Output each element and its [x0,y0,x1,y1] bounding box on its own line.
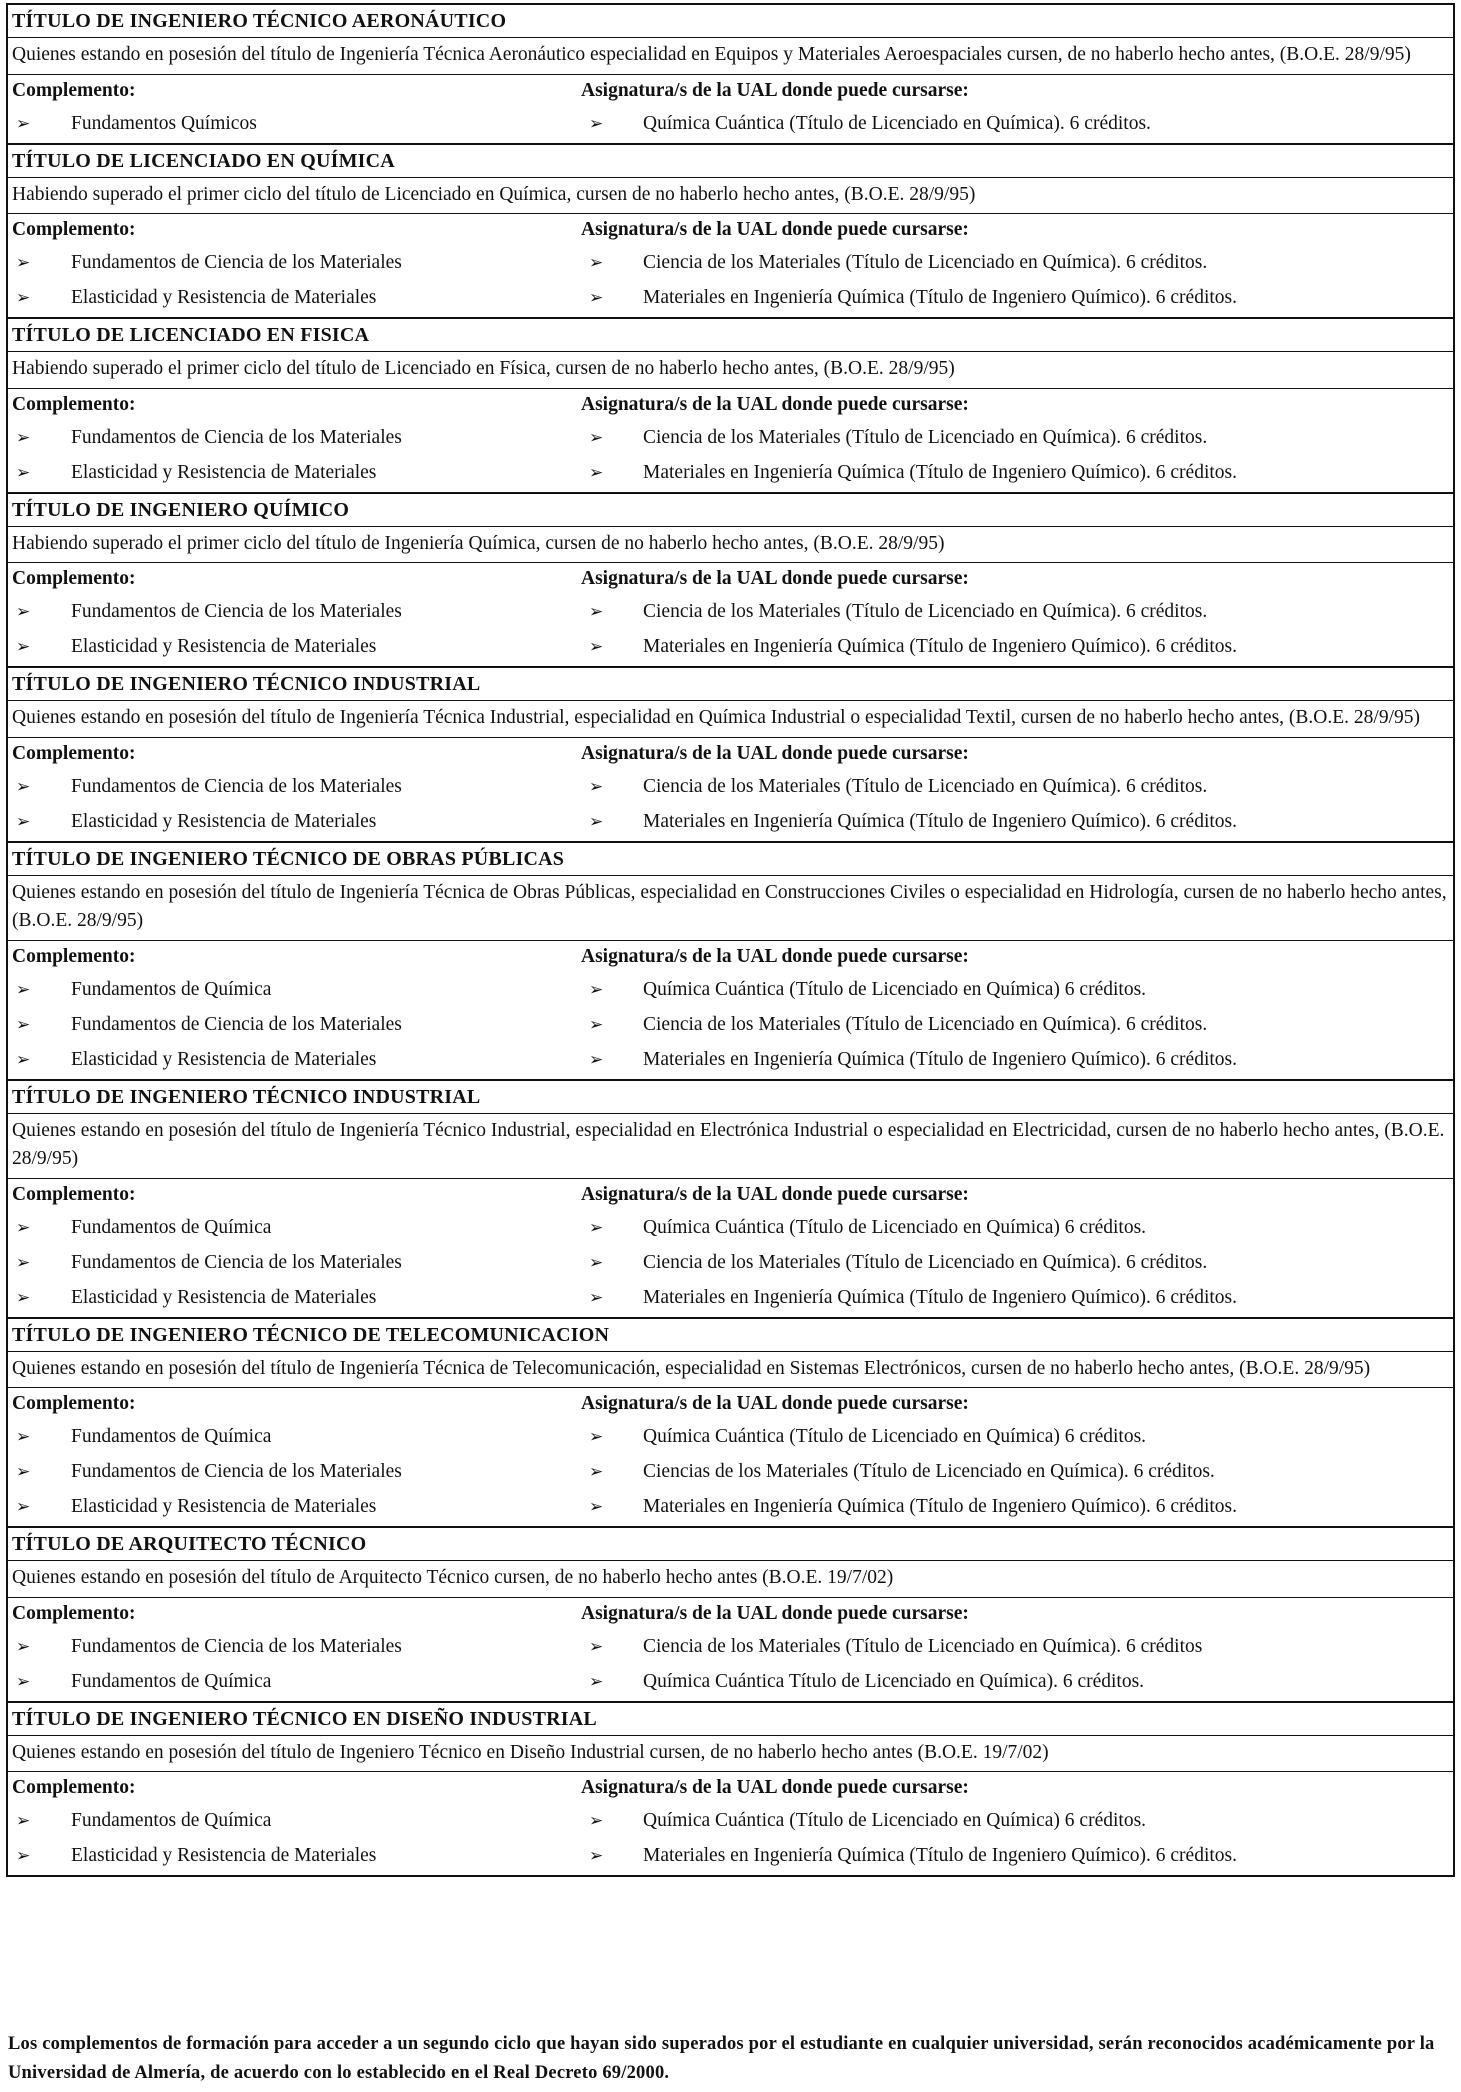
complement-name: Elasticidad y Resistencia de Materiales [71,287,377,308]
arrow-bullet-icon: ➢ [589,1846,604,1865]
degree-title: TÍTULO DE INGENIERO TÉCNICO EN DISEÑO INDUSTRIAL [8,1703,1453,1736]
degree-block [6,317,1455,492]
arrow-bullet-icon: ➢ [16,776,31,796]
arrow-bullet-icon: ➢ [589,113,604,133]
complement-row [8,1838,1453,1873]
arrow-bullet-icon: ➢ [16,253,31,272]
degree-block [6,143,1455,318]
complement-name: Fundamentos de Química [71,1810,272,1831]
arrow-bullet-icon: ➢ [16,1014,31,1034]
arrow-bullet-icon: ➢ [16,637,31,656]
asignatura-name: Ciencia de los Materiales (Título de Licenciado en Química). 6 créditos [643,1635,1203,1657]
degree-title: TÍTULO DE INGENIERO TÉCNICO INDUSTRIAL [8,668,1453,701]
arrow-bullet-icon: ➢ [589,1636,604,1656]
arrow-bullet-icon: ➢ [16,1217,31,1237]
degree-title: TÍTULO DE INGENIERO TÉCNICO INDUSTRIAL [8,1081,1453,1114]
complement-header: Complemento: [12,568,136,589]
arrow-bullet-icon: ➢ [589,1427,604,1446]
asignatura-header: Asignatura/s de la UAL donde puede cursarse: [581,568,969,589]
complement-name: Fundamentos de Ciencia de los Materiales [71,775,402,797]
degree-description: Habiendo superado el primer ciclo del título de Licenciado en Física, cursen de no haberlo hecho antes, (B.O.E. 28/9/95) [8,352,1453,389]
complement-header-row [8,1388,1453,1419]
asignatura-header: Asignatura/s de la UAL donde puede cursarse: [581,393,969,415]
degree-description: Quienes estando en posesión del título de Ingeniería Técnica Industrial, especialidad en Química Industrial o especialidad Textil, cursen de no haberlo hecho antes, (B.O.E. 28/9/95) [8,701,1453,738]
complement-header-row [8,1598,1453,1629]
degree-title: TÍTULO DE INGENIERO TÉCNICO DE OBRAS PÚBLICAS [8,843,1453,876]
complement-name: Elasticidad y Resistencia de Materiales [71,810,377,832]
complement-header: Complemento: [12,219,136,240]
degree-block [6,492,1455,667]
degree-description: Habiendo superado el primer ciclo del título de Ingeniería Química, cursen de no haberlo hecho antes, (B.O.E. 28/9/95) [8,527,1453,564]
complement-header: Complemento: [12,1393,136,1414]
complement-header: Complemento: [12,393,136,415]
asignatura-header: Asignatura/s de la UAL donde puede cursarse: [581,79,969,101]
asignatura-name: Ciencia de los Materiales (Título de Licenciado en Química). 6 créditos. [643,1251,1208,1273]
complement-header-row [8,1179,1453,1210]
arrow-bullet-icon: ➢ [589,1671,604,1691]
asignatura-name: Ciencia de los Materiales (Título de Licenciado en Química). 6 créditos. [643,426,1208,448]
arrow-bullet-icon: ➢ [589,1287,604,1307]
arrow-bullet-icon: ➢ [16,113,31,133]
complement-name: Fundamentos de Química [71,1426,272,1447]
complement-table [8,75,1453,143]
complement-row [8,972,1453,1007]
complement-table [8,941,1453,1079]
asignatura-header: Asignatura/s de la UAL donde puede cursarse: [581,1183,969,1205]
complement-name: Fundamentos de Ciencia de los Materiales [71,252,402,273]
arrow-bullet-icon: ➢ [16,1252,31,1272]
complement-row [8,1419,1453,1454]
complement-header: Complemento: [12,1183,136,1205]
document-body [6,3,1455,1877]
complement-header: Complemento: [12,945,136,967]
complement-row [8,1629,1453,1664]
degree-title: TÍTULO DE INGENIERO QUÍMICO [8,494,1453,527]
complement-header-row [8,1772,1453,1803]
arrow-bullet-icon: ➢ [589,1462,604,1481]
asignatura-header: Asignatura/s de la UAL donde puede cursarse: [581,219,969,240]
degree-blocks [6,3,1455,1877]
complement-header-row [8,738,1453,769]
arrow-bullet-icon: ➢ [16,602,31,621]
asignatura-header: Asignatura/s de la UAL donde puede cursarse: [581,742,969,764]
arrow-bullet-icon: ➢ [589,462,604,482]
asignatura-name: Química Cuántica (Título de Licenciado en Química) 6 créditos. [643,978,1147,1000]
degree-block [6,1701,1455,1878]
complement-name: Elasticidad y Resistencia de Materiales [71,636,377,657]
complement-row [8,804,1453,839]
asignatura-name: Materiales en Ingeniería Química (Título de Ingeniero Químico). 6 créditos. [643,1286,1237,1308]
complement-header-row [8,75,1453,106]
arrow-bullet-icon: ➢ [16,427,31,447]
degree-description: Quienes estando en posesión del título de Arquitecto Técnico cursen, de no haberlo hecho antes (B.O.E. 19/7/02) [8,1561,1453,1598]
complement-row [8,420,1453,455]
arrow-bullet-icon: ➢ [589,427,604,447]
complement-name: Fundamentos de Ciencia de los Materiales [71,601,402,622]
arrow-bullet-icon: ➢ [16,1811,31,1830]
complement-row [8,455,1453,490]
asignatura-name: Materiales en Ingeniería Química (Título de Ingeniero Químico). 6 créditos. [643,810,1237,832]
degree-block [6,841,1455,1079]
complement-table [8,389,1453,492]
arrow-bullet-icon: ➢ [589,1811,604,1830]
asignatura-name: Materiales en Ingeniería Química (Título de Ingeniero Químico). 6 créditos. [643,1048,1237,1070]
asignatura-header: Asignatura/s de la UAL donde puede cursarse: [581,1393,969,1414]
complement-header: Complemento: [12,1602,136,1624]
asignatura-name: Materiales en Ingeniería Química (Título de Ingeniero Químico). 6 créditos. [643,461,1237,483]
asignatura-name: Materiales en Ingeniería Química (Título de Ingeniero Químico). 6 créditos. [643,1496,1237,1517]
arrow-bullet-icon: ➢ [589,1252,604,1272]
complement-row [8,1007,1453,1042]
complement-header: Complemento: [12,79,136,101]
asignatura-name: Ciencia de los Materiales (Título de Licenciado en Química). 6 créditos. [643,601,1208,622]
arrow-bullet-icon: ➢ [16,1846,31,1865]
complement-name: Elasticidad y Resistencia de Materiales [71,1048,377,1070]
complement-row [8,769,1453,804]
complement-header-row [8,389,1453,420]
arrow-bullet-icon: ➢ [589,637,604,656]
asignatura-name: Química Cuántica Título de Licenciado en Química). 6 créditos. [643,1670,1145,1692]
footer-note: Los complementos de formación para acceder a un segundo ciclo que hayan sido superados por el estudiante en cualquier universidad, serán reconocidos académicamente por la Universidad de Almería, de acuerdo con lo establecido en el Real Decreto 69/2000. [8,2034,1435,2083]
asignatura-name: Ciencias de los Materiales (Título de Licenciado en Química). 6 créditos. [643,1461,1215,1482]
complement-name: Elasticidad y Resistencia de Materiales [71,1496,377,1517]
degree-block [6,1526,1455,1701]
complement-name: Fundamentos de Ciencia de los Materiales [71,1461,402,1482]
complement-header: Complemento: [12,1777,136,1798]
arrow-bullet-icon: ➢ [16,1462,31,1481]
arrow-bullet-icon: ➢ [16,1049,31,1069]
complement-name: Fundamentos Químicos [71,112,257,134]
complement-row [8,1489,1453,1524]
degree-title: TÍTULO DE LICENCIADO EN QUÍMICA [8,145,1453,178]
complement-table [8,214,1453,317]
complement-header-row [8,563,1453,594]
arrow-bullet-icon: ➢ [589,979,604,999]
degree-title: TÍTULO DE INGENIERO TÉCNICO DE TELECOMUNICACION [8,1319,1453,1352]
degree-block [6,3,1455,143]
complement-row [8,1664,1453,1699]
asignatura-name: Ciencia de los Materiales (Título de Licenciado en Química). 6 créditos. [643,252,1208,273]
arrow-bullet-icon: ➢ [589,1014,604,1034]
complement-name: Fundamentos de Ciencia de los Materiales [71,1635,402,1657]
asignatura-header: Asignatura/s de la UAL donde puede cursarse: [581,945,969,967]
arrow-bullet-icon: ➢ [589,776,604,796]
complement-row [8,245,1453,280]
complement-table [8,1598,1453,1701]
asignatura-header: Asignatura/s de la UAL donde puede cursarse: [581,1777,969,1798]
complement-row [8,1245,1453,1280]
complement-name: Elasticidad y Resistencia de Materiales [71,1286,377,1308]
asignatura-name: Química Cuántica (Título de Licenciado en Química). 6 créditos. [643,112,1151,134]
complement-row [8,1042,1453,1077]
complement-header: Complemento: [12,742,136,764]
asignatura-name: Química Cuántica (Título de Licenciado en Química) 6 créditos. [643,1216,1147,1238]
degree-description: Quienes estando en posesión del título de Ingeniería Técnico Industrial, especialidad en Electrónica Industrial o especialidad en Electricidad, cursen de no haberlo hecho antes, (B.O.E. 28/9/95) [8,1114,1453,1179]
arrow-bullet-icon: ➢ [589,1049,604,1069]
degree-title: TÍTULO DE ARQUITECTO TÉCNICO [8,1528,1453,1561]
asignatura-name: Ciencia de los Materiales (Título de Licenciado en Química). 6 créditos. [643,1013,1208,1035]
asignatura-name: Materiales en Ingeniería Química (Título de Ingeniero Químico). 6 créditos. [643,1845,1237,1866]
degree-description: Quienes estando en posesión del título de Ingeniero Técnico en Diseño Industrial cursen, de no haberlo hecho antes (B.O.E. 19/7/02) [8,1736,1453,1773]
complement-name: Fundamentos de Ciencia de los Materiales [71,426,402,448]
complement-name: Elasticidad y Resistencia de Materiales [71,461,377,483]
degree-title: TÍTULO DE LICENCIADO EN FISICA [8,319,1453,352]
complement-name: Fundamentos de Química [71,978,272,1000]
complement-table [8,738,1453,841]
asignatura-name: Química Cuántica (Título de Licenciado en Química) 6 créditos. [643,1810,1147,1831]
arrow-bullet-icon: ➢ [16,1497,31,1516]
complement-name: Elasticidad y Resistencia de Materiales [71,1845,377,1866]
arrow-bullet-icon: ➢ [589,288,604,307]
complement-name: Fundamentos de Química [71,1670,272,1692]
asignatura-name: Química Cuántica (Título de Licenciado en Química) 6 créditos. [643,1426,1147,1447]
degree-description: Quienes estando en posesión del título de Ingeniería Técnica de Obras Públicas, especialidad en Construcciones Civiles o especialidad en Hidrología, cursen de no haberlo hecho antes, (B.O.E. 28/9/95) [8,876,1453,941]
complement-header-row [8,941,1453,972]
complement-row [8,1454,1453,1489]
complement-table [8,1179,1453,1317]
degree-description: Habiendo superado el primer ciclo del título de Licenciado en Química, cursen de no haberlo hecho antes, (B.O.E. 28/9/95) [8,178,1453,215]
complement-header-row [8,214,1453,245]
arrow-bullet-icon: ➢ [16,462,31,482]
asignatura-name: Materiales en Ingeniería Química (Título de Ingeniero Químico). 6 créditos. [643,287,1237,308]
arrow-bullet-icon: ➢ [16,1671,31,1691]
complement-row [8,1803,1453,1838]
complement-row [8,629,1453,664]
complement-row [8,280,1453,315]
arrow-bullet-icon: ➢ [16,288,31,307]
arrow-bullet-icon: ➢ [589,1497,604,1516]
arrow-bullet-icon: ➢ [589,811,604,831]
degree-description: Quienes estando en posesión del título de Ingeniería Técnica de Telecomunicación, especialidad en Sistemas Electrónicos, cursen de no haberlo hecho antes, (B.O.E. 28/9/95) [8,1352,1453,1389]
complement-table [8,1388,1453,1526]
complement-table [8,563,1453,666]
arrow-bullet-icon: ➢ [589,253,604,272]
arrow-bullet-icon: ➢ [16,1636,31,1656]
arrow-bullet-icon: ➢ [16,811,31,831]
complement-row [8,1210,1453,1245]
degree-title: TÍTULO DE INGENIERO TÉCNICO AERONÁUTICO [8,5,1453,38]
asignatura-name: Materiales en Ingeniería Química (Título de Ingeniero Químico). 6 créditos. [643,636,1237,657]
arrow-bullet-icon: ➢ [16,1427,31,1446]
complement-name: Fundamentos de Ciencia de los Materiales [71,1013,402,1035]
degree-block [6,1079,1455,1317]
arrow-bullet-icon: ➢ [16,979,31,999]
arrow-bullet-icon: ➢ [589,1217,604,1237]
degree-block [6,1317,1455,1527]
degree-description: Quienes estando en posesión del título de Ingeniería Técnica Aeronáutico especialidad en Equipos y Materiales Aeroespaciales cursen, de no haberlo hecho antes, (B.O.E. 28/9/95) [8,38,1453,75]
complement-row [8,106,1453,141]
arrow-bullet-icon: ➢ [589,602,604,621]
arrow-bullet-icon: ➢ [16,1287,31,1307]
complement-row [8,594,1453,629]
asignatura-header: Asignatura/s de la UAL donde puede cursarse: [581,1602,969,1624]
asignatura-name: Ciencia de los Materiales (Título de Licenciado en Química). 6 créditos. [643,775,1208,797]
complement-table [8,1772,1453,1875]
degree-block [6,666,1455,841]
complement-name: Fundamentos de Ciencia de los Materiales [71,1251,402,1273]
complement-row [8,1280,1453,1315]
complement-name: Fundamentos de Química [71,1216,272,1238]
